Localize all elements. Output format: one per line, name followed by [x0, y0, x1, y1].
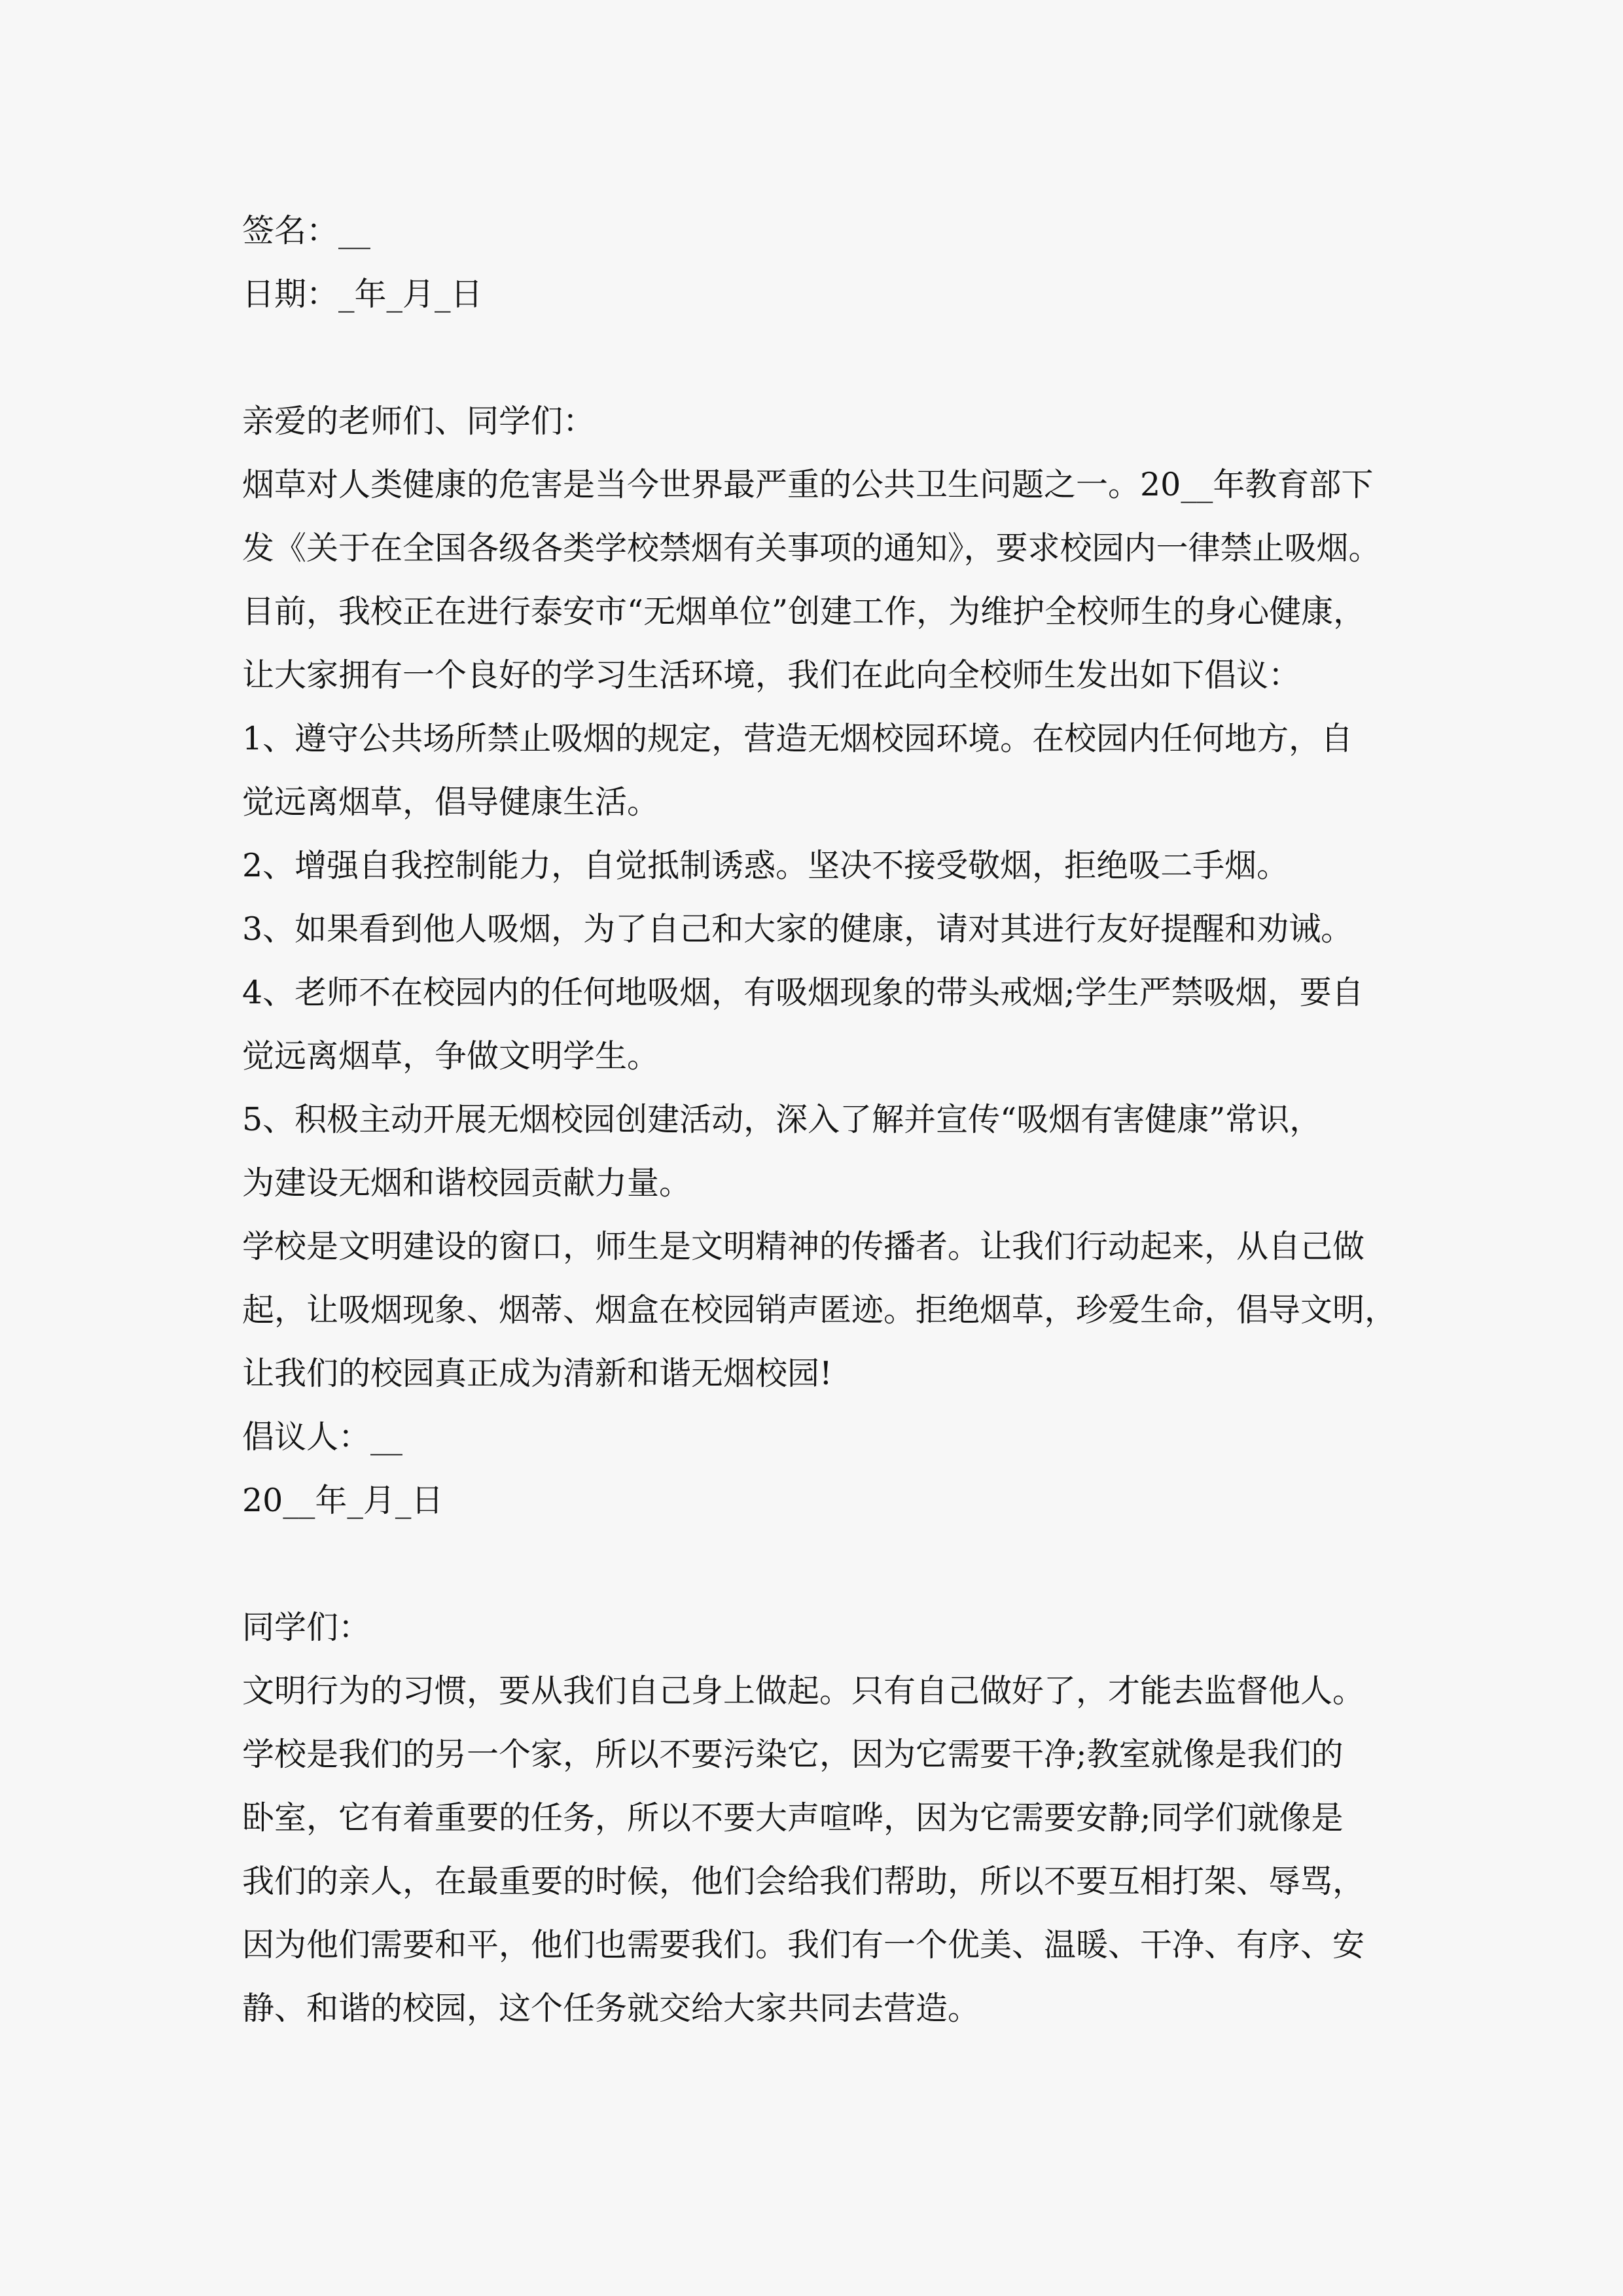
text-line: 20__年_月_日: [242, 1482, 444, 1519]
text-line: 同学们：: [242, 1609, 371, 1646]
text-line: 4、老师不在校园内的任何地吸烟，有吸烟现象的带头戒烟;学生严禁吸烟，要自: [242, 974, 1364, 1011]
text-line: 3、如果看到他人吸烟，为了自己和大家的健康，请对其进行友好提醒和劝诫。: [242, 910, 1353, 948]
text-line: 让大家拥有一个良好的学习生活环境，我们在此向全校师生发出如下倡议：: [242, 656, 1301, 694]
text-line: 为建设无烟和谐校园贡献力量。: [242, 1164, 692, 1202]
text-line: 文明行为的习惯，要从我们自己身上做起。只有自己做好了，才能去监督他人。: [242, 1672, 1365, 1710]
text-line: 亲爱的老师们、同学们：: [242, 403, 596, 440]
text-line: 我们的亲人，在最重要的时候，他们会给我们帮助，所以不要互相打架、辱骂，: [242, 1863, 1365, 1900]
text-line: 因为他们需要和平，他们也需要我们。我们有一个优美、温暖、干净、有序、安: [242, 1926, 1365, 1964]
text-line: 让我们的校园真正成为清新和谐无烟校园!: [242, 1355, 832, 1392]
text-line: [242, 326, 1402, 389]
text-line: 5、积极主动开展无烟校园创建活动，深入了解并宣传“吸烟有害健康”常识，: [242, 1101, 1322, 1138]
text-line: 烟草对人类健康的危害是当今世界最严重的公共卫生问题之一。20__年教育部下: [242, 466, 1374, 503]
text-line: 静、和谐的校园，这个任务就交给大家共同去营造。: [242, 1990, 980, 2027]
text-line: 目前，我校正在进行泰安市“无烟单位”创建工作，为维护全校师生的身心健康，: [242, 593, 1366, 630]
document-body: [242, 199, 1402, 2040]
text-line: 学校是我们的另一个家，所以不要污染它，因为它需要干净;教室就像是我们的: [242, 1736, 1344, 1773]
text-line: [242, 1532, 1402, 1596]
text-line: 日期：_年_月_日: [242, 276, 483, 313]
text-line: 起，让吸烟现象、烟蒂、烟盒在校园销声匿迹。拒绝烟草，珍爱生命，倡导文明，: [242, 1291, 1397, 1329]
text-line: 签名：__: [242, 212, 371, 249]
text-line: 觉远离烟草，争做文明学生。: [242, 1037, 660, 1075]
text-line: 学校是文明建设的窗口，师生是文明精神的传播者。让我们行动起来，从自己做: [242, 1228, 1365, 1265]
text-line: 倡议人：__: [242, 1418, 403, 1456]
text-line: 卧室，它有着重要的任务，所以不要大声喧哗，因为它需要安静;同学们就像是: [242, 1799, 1344, 1837]
text-line: 发《关于在全国各级各类学校禁烟有关事项的通知》，要求校园内一律禁止吸烟。: [242, 529, 1381, 567]
text-line: 2、增强自我控制能力，自觉抵制诱惑。坚决不接受敬烟，拒绝吸二手烟。: [242, 847, 1289, 884]
text-line: 觉远离烟草，倡导健康生活。: [242, 783, 660, 821]
text-line: 1、遵守公共场所禁止吸烟的规定，营造无烟校园环境。在校园内任何地方，自: [242, 720, 1353, 757]
